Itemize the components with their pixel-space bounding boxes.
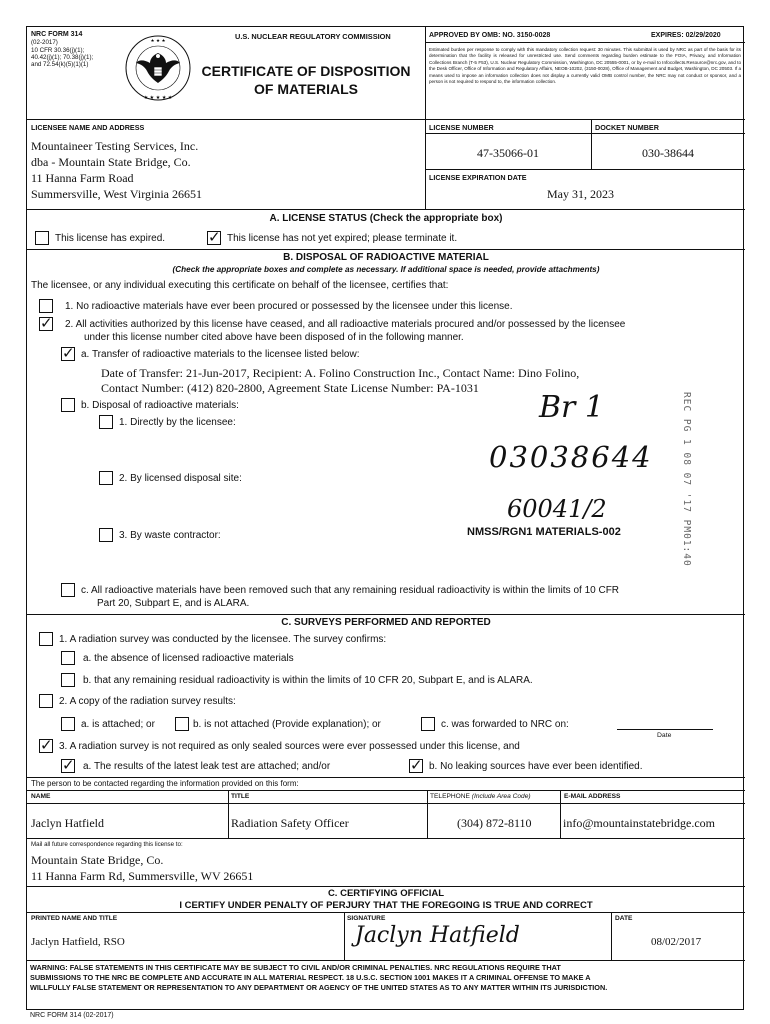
certifying-heading: C. CERTIFYING OFFICIAL [327,888,445,899]
license-expired-label: This license has expired. [55,233,166,244]
agency-name: U.S. NUCLEAR REGULATORY COMMISSION [235,32,391,41]
b2b-checkbox[interactable] [61,398,75,412]
license-not-expired-checkbox[interactable] [207,231,221,245]
svg-text:★ ★ ★: ★ ★ ★ [150,39,166,44]
certify-date-label: DATE [615,915,633,922]
signature-label: SIGNATURE [347,915,386,922]
section-a-heading: A. LICENSE STATUS (Check the appropriate box) [269,213,503,224]
licensee-line-2: dba - Mountain State Bridge, Co. [31,155,191,169]
license-expired-checkbox[interactable] [35,231,49,245]
c3b-checkbox[interactable] [409,759,423,773]
transfer-details-line-2: Contact Number: (412) 820-2800, Agreement State License Number: PA-1031 [101,381,479,395]
certify-date: 08/02/2017 [651,936,702,948]
b2b3-label: 3. By waste contractor: [119,530,221,541]
b2-label-line-1: 2. All activities authorized by this license have ceased, and all radioactive materials procured and/or possessed by the licensee [65,319,626,330]
form-page [26,26,744,1010]
b2-label-line-2: under this license number cited above have been disposed of in the following manner. [84,332,464,343]
section-b-heading: B. DISPOSAL OF RADIOACTIVE MATERIAL [283,252,489,263]
nmss-stamp: NMSS/RGN1 MATERIALS-002 [467,526,621,538]
printed-name-label: PRINTED NAME AND TITLE [31,915,118,922]
warning-line-3: WILLFULLY FALSE STATEMENT OR REPRESENTATION TO ANY DEPARTMENT OR AGENCY OF THE UNITED STATES AS TO ANY MATTER WITHIN ITS JURISDICTION. [30,983,608,992]
omb-approval: APPROVED BY OMB: NO. 3150-0028 [429,32,551,39]
mail-address-line-2: 11 Hanna Farm Rd, Summersville, WV 26651 [31,869,254,883]
b2c-label-line-1: c. All radioactive materials have been removed such that any remaining residual radioactivity is within the limits of 10 CFR [81,585,620,596]
c1-label: 1. A radiation survey was conducted by the licensee. The survey confirms: [59,634,387,645]
cfr-line-3: and 72.54(k)(5)(1)(1) [31,61,89,68]
warning-line-1: WARNING: FALSE STATEMENTS IN THIS CERTIFICATE MAY BE SUBJECT TO CIVIL AND/OR CRIMINAL PENALTIES. NRC REGULATIONS REQUIRE THAT [30,963,561,972]
b2a-label: a. Transfer of radioactive materials to the licensee listed below: [81,349,360,360]
c2c-date-label: Date [657,732,672,739]
b1-checkbox[interactable] [39,299,53,313]
c3-checkbox[interactable] [39,739,53,753]
contact-name: Jaclyn Hatfield [31,816,104,830]
c2b-checkbox[interactable] [175,717,189,731]
c2b-label: b. is not attached (Provide explanation); or [193,719,381,730]
licensee-line-1: Mountaineer Testing Services, Inc. [31,139,199,153]
phone-label-text: TELEPHONE [430,793,470,800]
phone-hint-text: (Include Area Code) [471,793,531,800]
b2b2-label: 2. By licensed disposal site: [119,473,242,484]
cfr-line-1: 10 CFR 30.36(j)(1); [31,47,85,54]
form-footer-id: NRC FORM 314 (02-2017) [30,1012,114,1019]
cfr-line-2: 40.42(j)(1); 70.38(j)(1); [31,54,94,61]
handwritten-docket-note: 03038644 [489,440,653,474]
section-b-intro: The licensee, or any individual executing this certificate on behalf of the licensee, certifies that: [31,280,449,291]
c3a-label: a. The results of the latest leak test are attached; and/or [83,761,331,772]
contact-title-label: TITLE [231,793,250,800]
c1a-label: a. the absence of licensed radioactive materials [83,653,294,664]
c2c-label: c. was forwarded to NRC on: [441,719,569,730]
c3-label: 3. A radiation survey is not required as only sealed sources were ever possessed under this license, and [59,741,520,752]
docket-number: 030-38644 [642,146,694,160]
transfer-details-line-1: Date of Transfer: 21-Jun-2017, Recipient: A. Folino Construction Inc., Contact Name: Dino Folino, [101,366,580,380]
form-title-line-2: OF MATERIALS [254,81,358,97]
contact-intro: The person to be contacted regarding the information provided on this form: [31,779,299,788]
b2c-checkbox[interactable] [61,583,75,597]
b2c-label-line-2: Part 20, Subpart E, and is ALARA. [97,598,250,609]
b2b3-checkbox[interactable] [99,528,113,542]
license-not-expired-label: This license has not yet expired; please terminate it. [227,233,458,244]
contact-name-label: NAME [31,793,51,800]
form-date: (02-2017) [31,39,58,46]
license-expiration-date: May 31, 2023 [547,187,614,201]
b2b-label: b. Disposal of radioactive materials: [81,400,239,411]
contact-email: info@mountainstatebridge.com [563,816,716,830]
b2a-checkbox[interactable] [61,347,75,361]
b2b2-checkbox[interactable] [99,471,113,485]
burden-statement: Estimated burden per response to comply with this mandatory collection request: 30 minutes. This submittal is used by NRC as part of the basis for its determination that the facility is released for unrestricted use. Send comments regarding burden estimate to the FOIA, Privacy, and Information Collections Branch (T-5 F53), U.S. Nuclear Regulatory Commission, Washington, DC 20555-0001, or by e-mail to Infocollects.Resource@nrc.gov, and to the Desk Officer, Office of Information and Regulatory Affairs, NEOB-10202, (3150-0028), Office of Management and Budget, Washington, DC 20503. If a means used to impose an information collection does not display a currently valid OMB control number, the NRC may not conduct or sponsor, and a person is not required to respond to, the information collection. [429,47,741,85]
handwritten-mail-control-note: 60041/2 [507,495,607,523]
printed-name: Jaclyn Hatfield, RSO [31,936,125,948]
c2c-date-line[interactable] [617,729,713,730]
c2-checkbox[interactable] [39,694,53,708]
contact-phone: (304) 872-8110 [457,816,532,830]
b2b1-checkbox[interactable] [99,415,113,429]
form-id: NRC FORM 314 [31,31,83,38]
contact-phone-label [430,793,531,800]
c2-label: 2. A copy of the radiation survey results: [59,696,236,707]
contact-title: Radiation Safety Officer [231,816,349,830]
b2b1-label: 1. Directly by the licensee: [119,417,236,428]
c1-checkbox[interactable] [39,632,53,646]
handwritten-branch-note: Br 1 [539,390,605,425]
b2-checkbox[interactable] [39,317,53,331]
expiration-notice: EXPIRES: 02/29/2020 [651,32,721,39]
c3a-checkbox[interactable] [61,759,75,773]
svg-text:★ ★ ★ ★ ★: ★ ★ ★ ★ ★ [143,95,173,101]
license-number-label: LICENSE NUMBER [429,123,494,132]
mail-address-line-1: Mountain State Bridge, Co. [31,853,164,867]
license-number: 47-35066-01 [477,146,539,160]
c1b-checkbox[interactable] [61,673,75,687]
licensee-label: LICENSEE NAME AND ADDRESS [31,123,145,132]
warning-line-2: SUBMISSIONS TO THE NRC BE COMPLETE AND ACCURATE IN ALL MATERIAL RESPECT. 18 U.S.C. SECTION 1001 MAKES IT A CRIMINAL OFFENSE TO MAKE A [30,973,591,982]
mail-correspondence-label: Mail all future correspondence regarding this license to: [31,841,183,848]
form-title-line-1: CERTIFICATE OF DISPOSITION [201,63,411,79]
b1-label: 1. No radioactive materials have ever been procured or possessed by the licensee under this license. [65,301,513,312]
c2a-checkbox[interactable] [61,717,75,731]
nrc-seal-icon [123,33,193,103]
c2a-label: a. is attached; or [81,719,155,730]
official-signature[interactable]: Jaclyn Hatfield [355,923,520,948]
certification-statement: I CERTIFY UNDER PENALTY OF PERJURY THAT THE FOREGOING IS TRUE AND CORRECT [179,900,593,911]
docket-number-label: DOCKET NUMBER [595,123,659,132]
contact-email-label: E-MAIL ADDRESS [564,793,621,800]
section-b-instruction: (Check the appropriate boxes and complete as necessary. If additional space is needed, provide attachments) [172,265,600,274]
licensee-line-4: Summersville, West Virginia 26651 [31,187,202,201]
section-c-heading: C. SURVEYS PERFORMED AND REPORTED [281,617,491,628]
c1a-checkbox[interactable] [61,651,75,665]
license-expiration-label: LICENSE EXPIRATION DATE [429,173,527,182]
c2c-checkbox[interactable] [421,717,435,731]
licensee-line-3: 11 Hanna Farm Road [31,171,134,185]
received-date-stamp: REC PG 1 08 07 '17 PM01:40 [681,392,692,567]
c3b-label: b. No leaking sources have ever been identified. [429,761,643,772]
c1b-label: b. that any remaining residual radioactivity is within the limits of 10 CFR 20, Subpart E, and is ALARA. [83,675,533,686]
